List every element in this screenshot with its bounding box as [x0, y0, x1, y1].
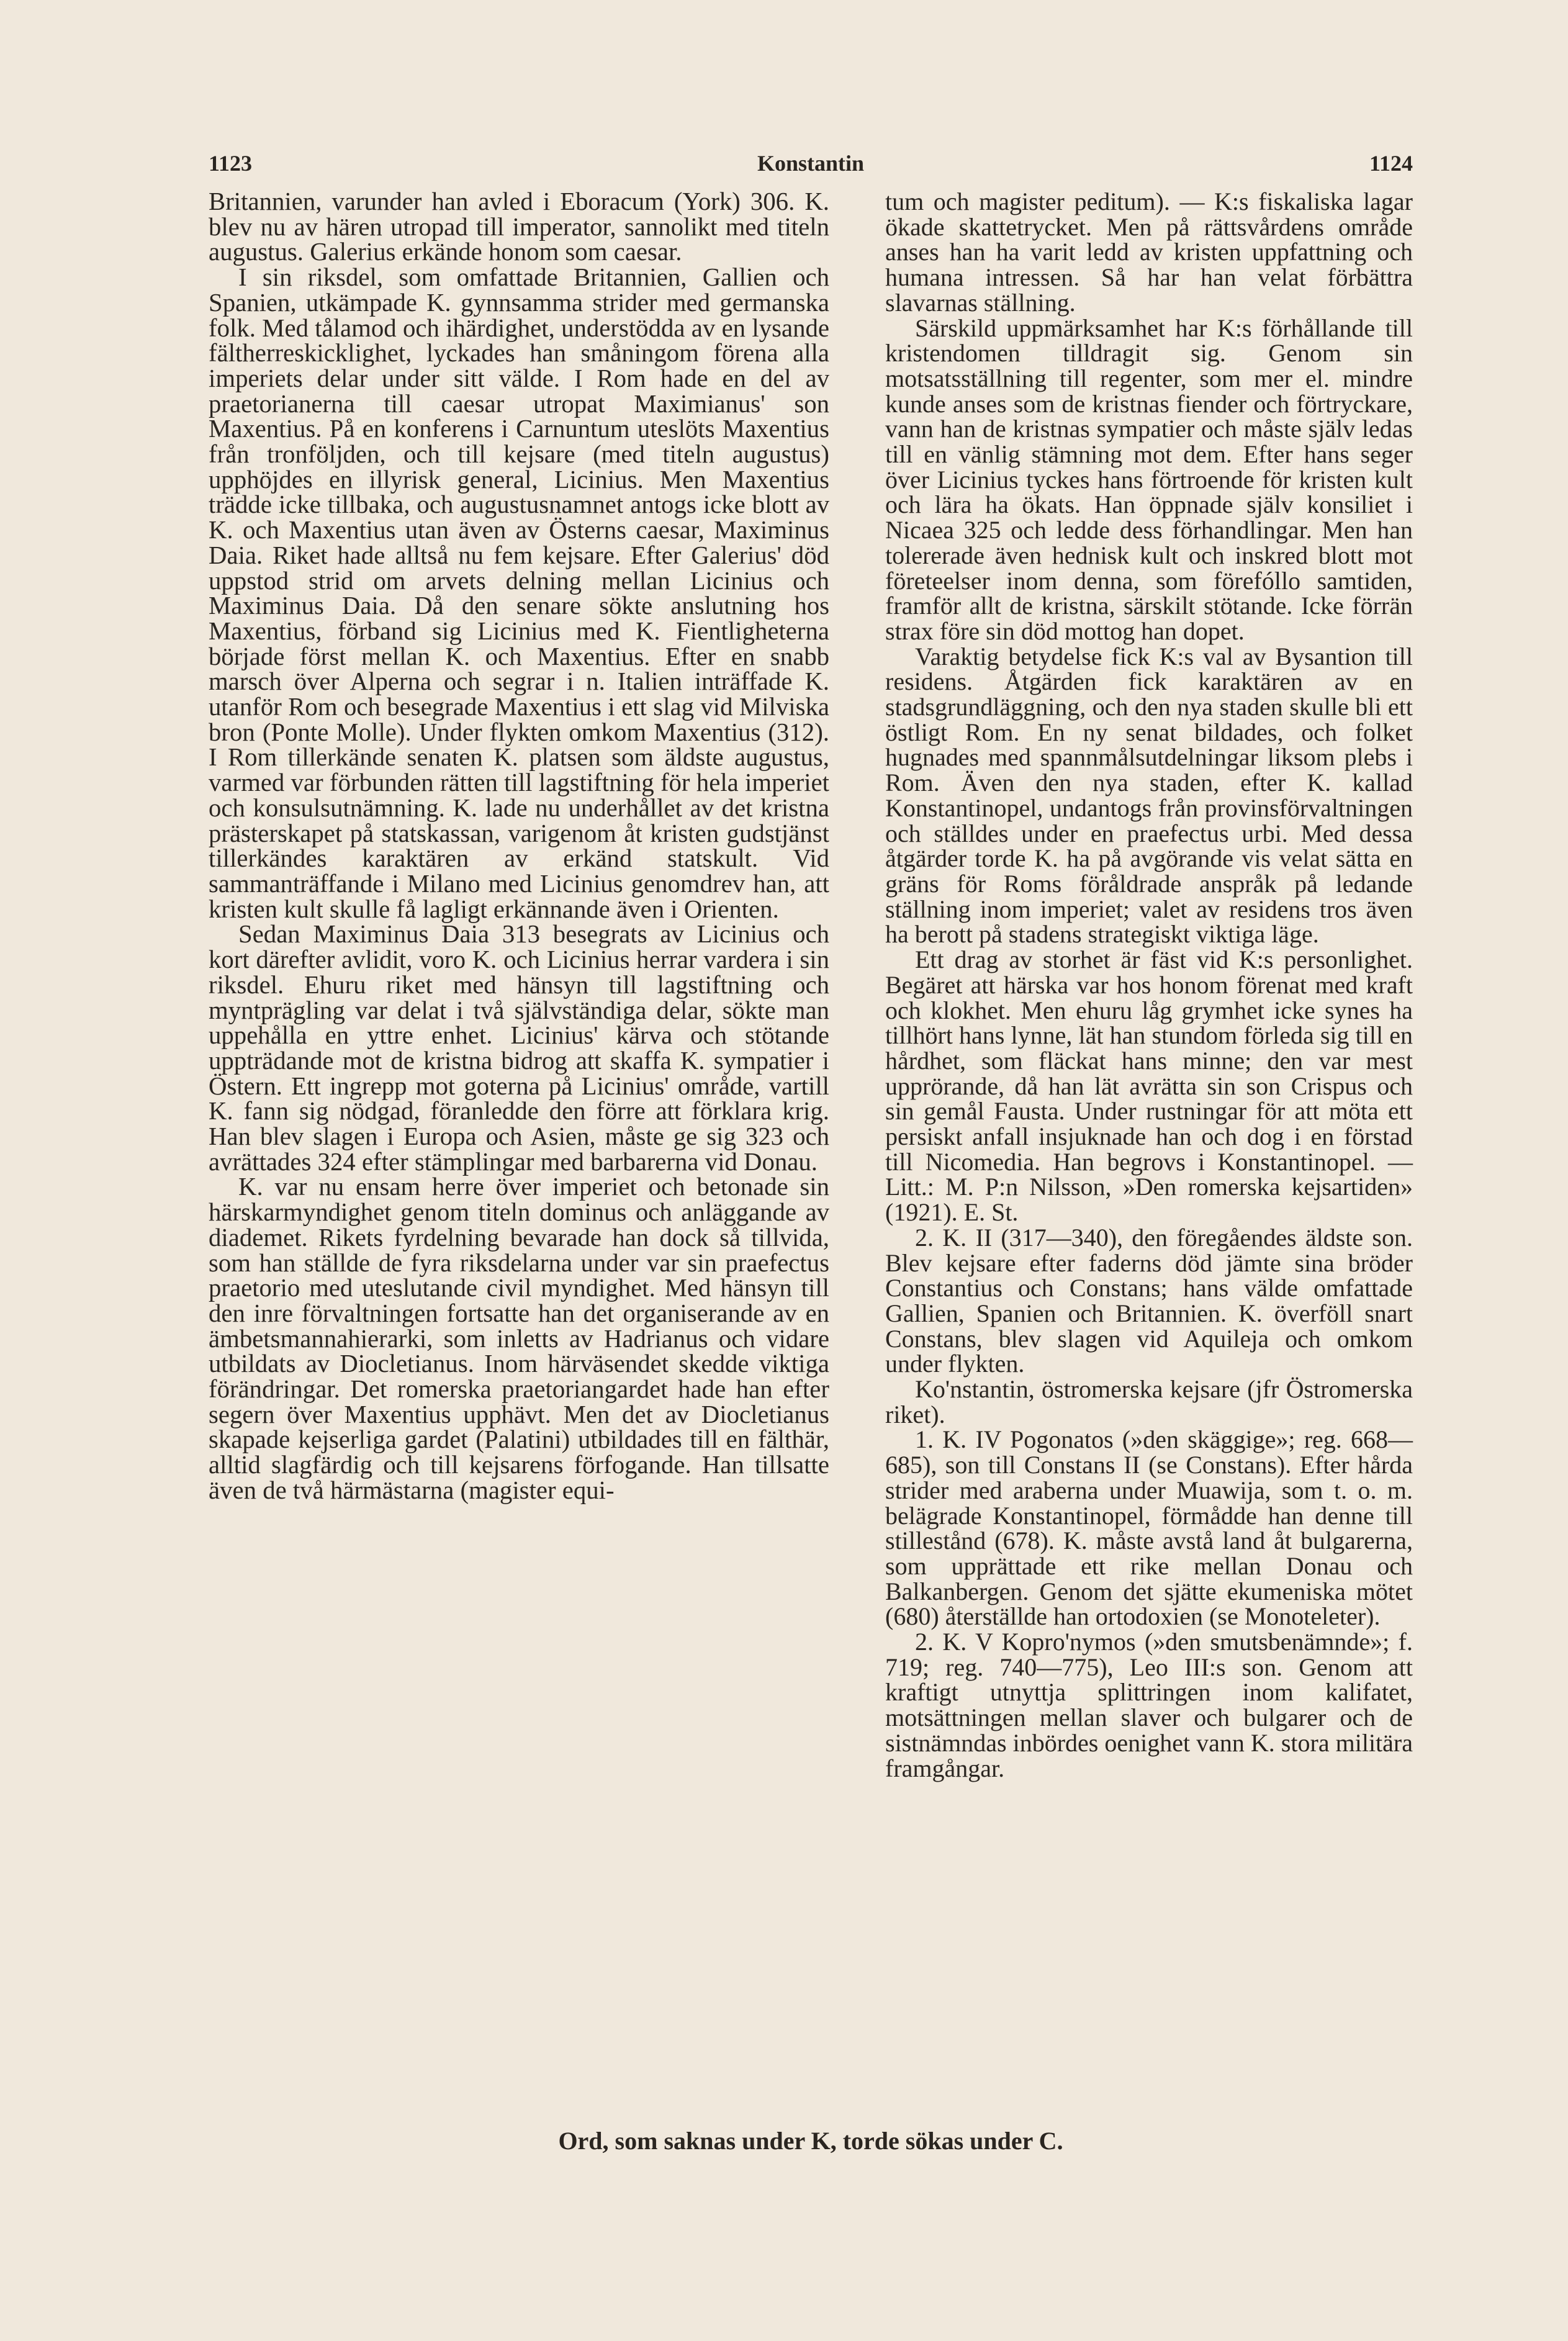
- page-number-left: 1123: [209, 151, 253, 176]
- page-header: [209, 142, 1413, 179]
- running-title: Konstantin: [757, 151, 865, 176]
- paragraph: Britannien, varunder han avled i Eboracum (York) 306. K. blev nu av hären utropad till imperator, sannolikt med titeln augustus. Galerius erkände honom som caesar.: [209, 187, 829, 266]
- paragraph: Sedan Maximinus Daia 313 besegrats av Licinius och kort därefter avlidit, voro K. och Licinius herrar vardera i sin riksdel. Ehuru riket med hänsyn till lagstiftning och myntprägling var delat i två självständiga delar, sökte man uppehålla en yttre enhet. Licinius' kärva och stötande uppträdande mot de kristna bidrog att skaffa K. sympatier i Östern. Ett ingrepp mot goterna på Licinius' område, vartill K. fann sig nödgad, föranledde den förre att förklara krig. Han blev slagen i Europa och Asien, måste ge sig 323 och avrättades 324 efter stämplingar med barbarerna vid Donau.: [209, 920, 829, 1176]
- page-number-right: 1124: [1369, 151, 1413, 176]
- paragraph: 2. K. V Kopro'nymos (»den smutsbenämnde»; f. 719; reg. 740—775), Leo III:s son. Genom att kraftigt utnyttja splittringen inom kalifatet, motsättningen mellan slaver och bulgarer och de sistnämndas inbördes oenighet vann K. stora militära framgångar.: [885, 1628, 1413, 1782]
- paragraph: K. var nu ensam herre över imperiet och betonade sin härskarmyndighet genom titeln dominus och anläggande av diademet. Rikets fyrdelning bevarade han dock så tillvida, som han ställde de fyra riksdelarna under var sin praefectus praetorio med uteslutande civil myndighet. Med hänsyn till den inre förvaltningen fortsatte han det organiserande av en ämbetsmannahierarki, som inletts av Hadrianus och vidare utbildats av Diocletianus. Inom härväsendet skedde viktiga förändringar. Det romerska praetoriangardet hade han efter segern över Maxentius upphävt. Men det av Diocletianus skapade kejserliga gardet (Palatini) utbildades till en fälthär, alltid slagfärdig och till kejsarens förfogande. Han tillsatte även de två härmästarna (magister equi-: [209, 1173, 829, 1504]
- page-footer-note: Ord, som saknas under K, torde sökas under C.: [558, 2127, 1063, 2155]
- left-column: [209, 189, 829, 1504]
- paragraph: tum och magister peditum). — K:s fiskaliska lagar ökade skattetrycket. Men på rättsvårdens område anses han ha varit ledd av kristen uppfattning och humana intressen. Så har han velat förbättra slavarnas ställning.: [885, 187, 1413, 317]
- paragraph: Ett drag av storhet är fäst vid K:s personlighet. Begäret att härska var hos honom förenat med kraft och klokhet. Men ehuru låg grymhet icke synes ha tillhört hans lynne, lät han stundom förleda sig till en hårdhet, som fläckat hans minne; den var mest upprörande, då han lät avrätta sin son Crispus och sin gemål Fausta. Under rustningar för att möta ett persiskt anfall insjuknade han och dog i en förstad till Nicomedia. Han begrovs i Konstantinopel. — Litt.: M. P:n Nilsson, »Den romerska kejsartiden» (1921). E. St.: [885, 945, 1413, 1227]
- paragraph: 2. K. II (317—340), den föregåendes äldste son. Blev kejsare efter faderns död jämte sina bröder Constantius och Constans; hans välde omfattade Gallien, Spanien och Britannien. K. överföll snart Constans, blev slagen vid Aquileja och omkom under flykten.: [885, 1223, 1413, 1378]
- entry-heading: Ko'nstantin, östromerska kejsare (jfr Östromerska riket).: [885, 1375, 1413, 1428]
- paragraph: I sin riksdel, som omfattade Britannien, Gallien och Spanien, utkämpade K. gynnsamma strider med germanska folk. Med tålamod och ihärdighet, understödda av en lysande fältherreskicklighet, lyckades han småningom förena alla imperiets delar under sitt välde. I Rom hade en del av praetorianerna till caesar utropat Maximianus' son Maxentius. På en konferens i Carnuntum uteslöts Maxentius från tronföljden, och till kejsare (med titeln augustus) upphöjdes en illyrisk general, Licinius. Men Maxentius trädde icke tillbaka, och augustusnamnet antogs icke blott av K. och Maxentius utan även av Österns caesar, Maximinus Daia. Riket hade alltså nu fem kejsare. Efter Galerius' död uppstod strid om arvets delning mellan Licinius och Maximinus Daia. Då den senare sökte anslutning hos Maxentius, förband sig Licinius med K. Fientligheterna började först mellan K. och Maxentius. Efter en snabb marsch över Alperna och segrar i n. Italien inträffade K. utanför Rom och besegrade Maxentius i ett slag vid Milviska bron (Ponte Molle). Under flykten omkom Maxentius (312). I Rom tillerkände senaten K. platsen som äldste augustus, varmed var förbunden rätten till lagstiftning för hela imperiet och konsulsutnämning. K. lade nu underhållet av det kristna prästerskapet på statskassan, varigenom åt kristen gudstjänst tillerkändes karaktären av erkänd statskult. Vid sammanträffande i Milano med Licinius genomdrev han, att kristen kult skulle få lagligt erkännande även i Orienten.: [209, 263, 829, 923]
- paragraph: Särskild uppmärksamhet har K:s förhållande till kristendomen tilldragit sig. Genom sin motsatsställning till regenter, som mer el. mindre kunde anses som de kristnas fiender och förtryckare, vann han de kristnas sympatier och måste själv ledas till en vänlig stämning mot dem. Efter hans seger över Licinius tyckes hans förtroende för kristen kult och lära ha ökats. Han öppnade själv konsiliet i Nicaea 325 och ledde dess förhandlingar. Men han tolererade även hednisk kult och inskred blott mot företeelser inom denna, som förefóllo samtiden, framför allt de kristna, särskilt stötande. Icke förrän strax före sin död mottog han dopet.: [885, 313, 1413, 645]
- right-column: [885, 189, 1413, 1781]
- paragraph: 1. K. IV Pogonatos (»den skäggige»; reg. 668—685), son till Constans II (se Constans). Efter hårda strider med araberna under Muawija, som t. o. m. belägrade Konstantinopel, förmådde han denne till stillestånd (678). K. måste avstå land åt bulgarerna, som upprättade ett rike mellan Donau och Balkanbergen. Genom det sjätte ekumeniska mötet (680) återställde han ortodoxien (se Monoteleter).: [885, 1425, 1413, 1631]
- paragraph: Varaktig betydelse fick K:s val av Bysantion till residens. Åtgärden fick karaktären av en stadsgrundläggning, och den nya staden skulle bli ett östligt Rom. En ny senat bildades, och folket hugnades med spannmålsutdelningar liksom plebs i Rom. Även den nya staden, efter K. kallad Konstantinopel, undantogs från provinsförvaltningen och ställdes under en praefectus urbi. Med dessa åtgärder torde K. ha på avgörande vis velat sätta en gräns för Roms föråldrade anspråk på ledande ställning inom imperiet; valet av residens tros även ha berott på stadens strategiskt viktiga läge.: [885, 642, 1413, 949]
